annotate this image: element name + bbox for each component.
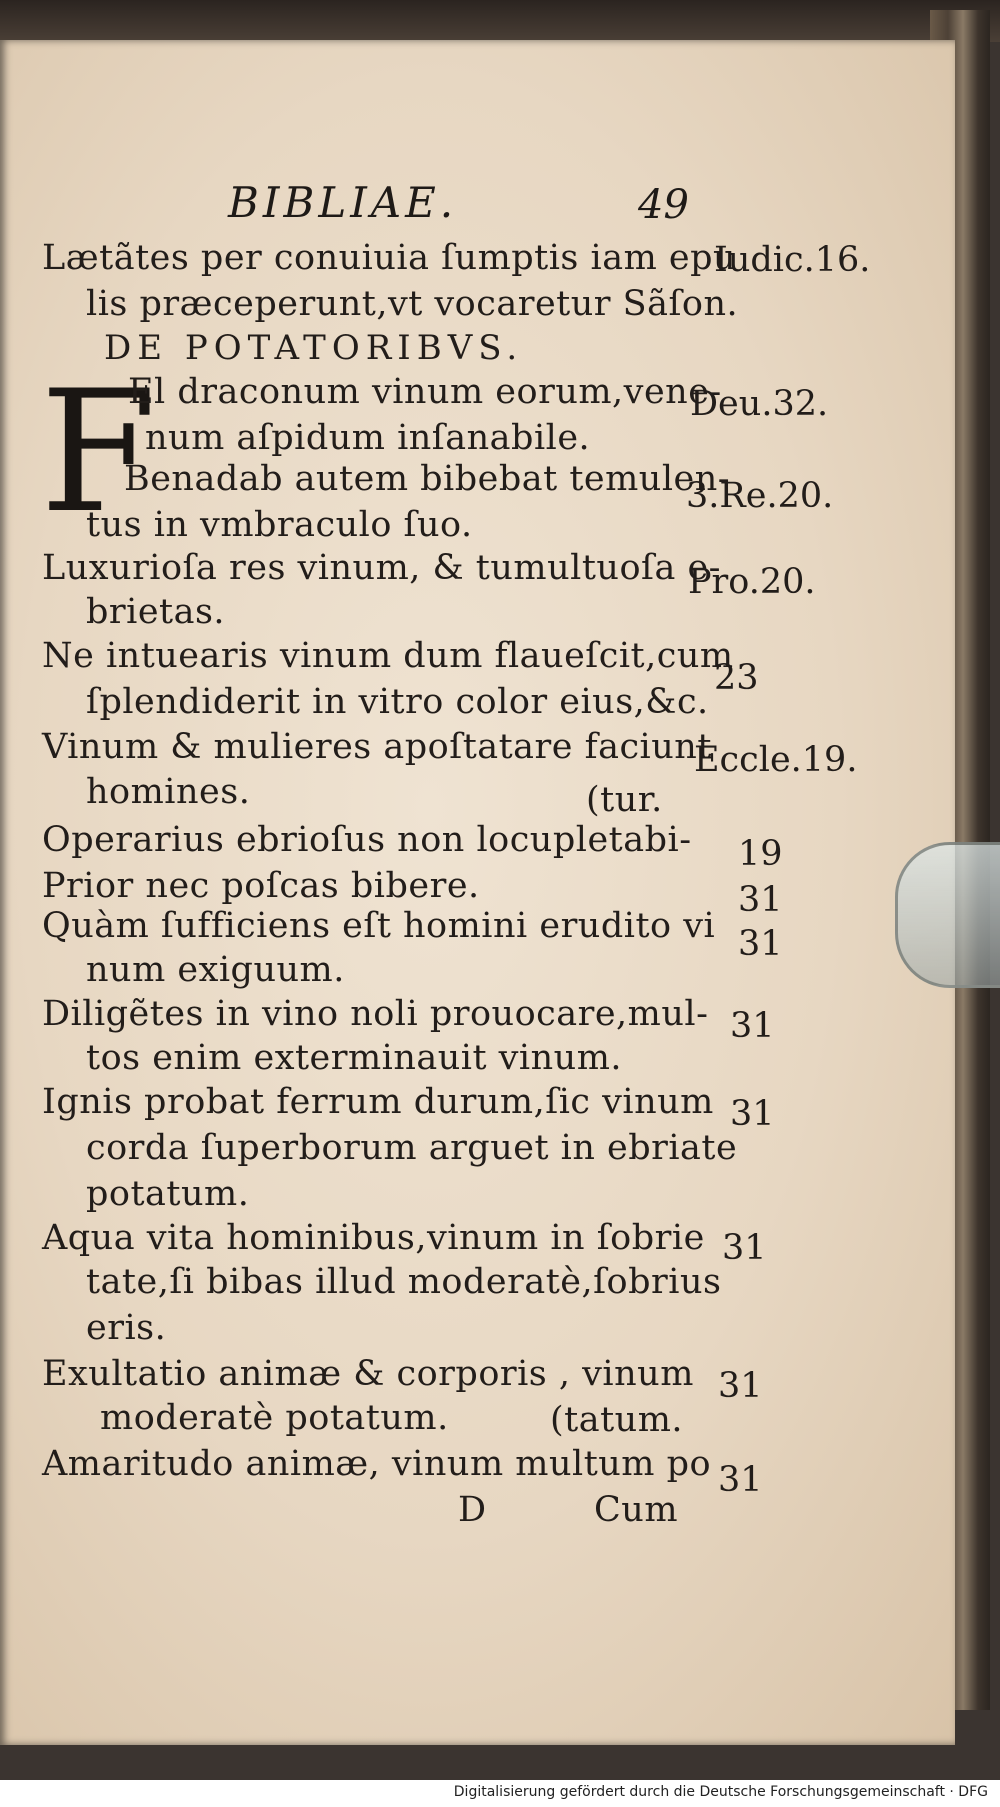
margin-reference: 31 [722, 1228, 767, 1268]
text-line: corda ſuperborum arguet in ebriate [86, 1128, 738, 1168]
margin-reference: Eccle.19. [694, 740, 858, 780]
text-line: El draconum vinum eorum,vene- [128, 372, 722, 412]
text-line: Aqua vita hominibus,vinum in ſobrie [42, 1218, 705, 1258]
text-line: Luxurioſa res vinum, & tumultuoſa e- [42, 548, 722, 588]
page-number: 49 [638, 182, 689, 228]
text-line: num exiguum. [86, 950, 345, 990]
text-line: Amaritudo animæ, vinum multum po [42, 1444, 712, 1484]
section-heading: DE POTATORIBVS. [104, 328, 524, 368]
catchword: Cum [594, 1490, 679, 1530]
text-line: Quàm ſufficiens eſt homini erudito vi [42, 906, 716, 946]
margin-reference: 31 [718, 1366, 763, 1406]
text-line: moderatè potatum. [100, 1398, 449, 1438]
margin-reference: 3.Re.20. [686, 476, 834, 516]
margin-reference: 23 [714, 658, 759, 698]
text-line: tos enim exterminauit vinum. [86, 1038, 623, 1078]
text-line: Lætãtes per conuiuia ſumptis iam epu [42, 238, 737, 278]
text-line: Exultatio animæ & corporis , vinum [42, 1354, 694, 1394]
text-line: (tatum. [550, 1400, 684, 1440]
text-line: Prior nec poſcas bibere. [42, 866, 480, 906]
text-line: Operarius ebrioſus non locupletabi- [42, 820, 692, 860]
drop-capital: F [40, 354, 157, 550]
margin-reference: Deu.32. [690, 384, 829, 424]
margin-reference: 31 [730, 1094, 775, 1134]
text-line: brietas. [86, 592, 226, 632]
text-line: tate,ſi bibas illud moderatè,ſobrius [86, 1262, 722, 1302]
text-line: lis præceperunt,vt vocaretur Sãſon. [86, 284, 739, 324]
text-line: Vinum & mulieres apoſtatare faciunt [42, 727, 712, 767]
margin-reference: 31 [730, 1006, 775, 1046]
text-line: Ignis probat ferrum durum,ſic vinum [42, 1082, 714, 1122]
text-line: ſplendiderit in vitro color eius,&c. [86, 682, 709, 722]
text-line: Diligẽtes in vino noli prouocare,mul- [42, 994, 709, 1034]
running-title: BIBLIAE. [228, 178, 458, 227]
top-shadow [0, 0, 1000, 42]
text-line: num aſpidum inſanabile. [145, 418, 591, 458]
text-line: Benadab autem bibebat temulen- [124, 459, 731, 499]
signature-mark: D [458, 1490, 487, 1530]
text-line: tus in vmbraculo ſuo. [86, 505, 473, 545]
margin-reference: Pro.20. [688, 562, 816, 602]
text-line: eris. [86, 1308, 167, 1348]
text-line: homines. [86, 772, 251, 812]
margin-reference: Iudic.16. [714, 240, 871, 280]
margin-reference: 31 [738, 880, 783, 920]
dfg-credit: Digitalisierung gefördert durch die Deutsche Forschungsgemeinschaft · DFG [453, 1784, 988, 1800]
margin-reference: 31 [718, 1460, 763, 1500]
margin-reference: 31 [738, 924, 783, 964]
page-clip [895, 842, 1000, 988]
margin-reference: 19 [738, 834, 783, 874]
footer-bar [0, 1780, 1000, 1807]
text-line: Ne intuearis vinum dum flaueſcit,cum [42, 636, 734, 676]
text-line: potatum. [86, 1174, 250, 1214]
text-line: (tur. [586, 780, 663, 820]
